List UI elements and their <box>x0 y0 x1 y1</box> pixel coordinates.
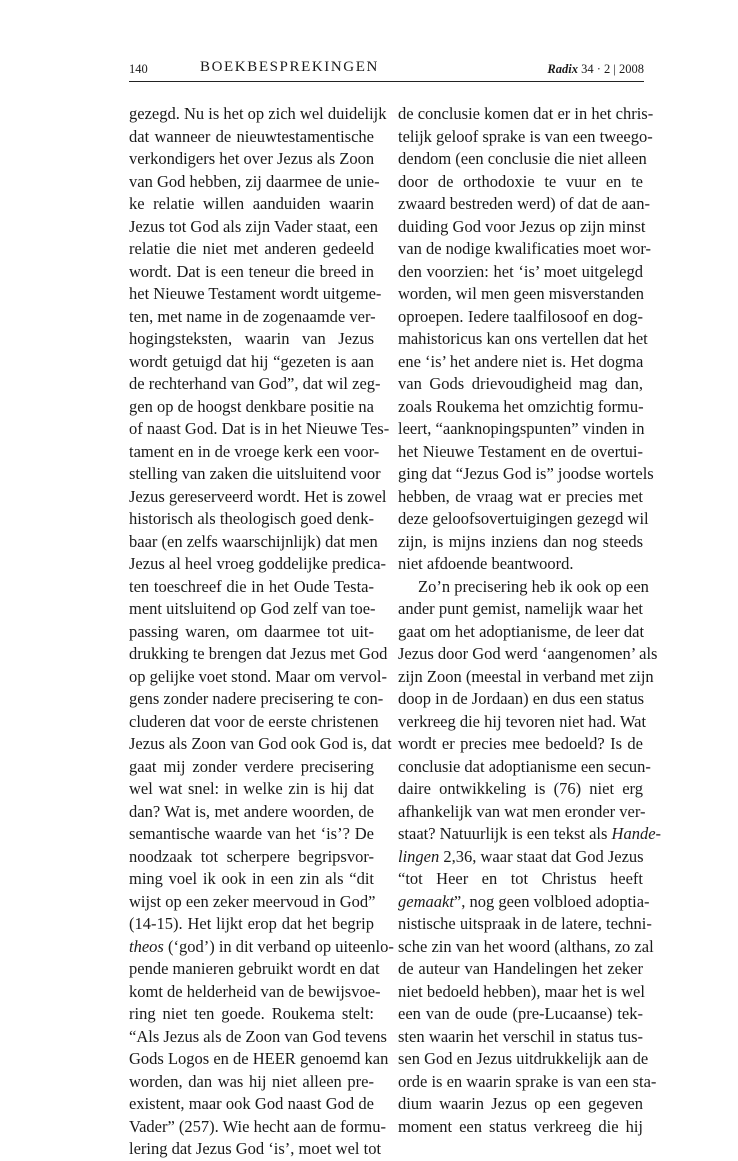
text-line <box>398 441 643 464</box>
text-line <box>129 846 374 869</box>
line-text: sen God en Jezus uitdrukkelijk aan de <box>398 1049 649 1068</box>
text-line <box>129 148 374 171</box>
line-text: Jezus gereserveerd wordt. Het is zowel <box>129 486 387 506</box>
line-text: ment uitsluitend op God zelf van toe- <box>129 599 376 618</box>
text-line <box>398 193 650 216</box>
text-line <box>398 1026 643 1049</box>
line-text: stelling van zaken die uitsluitend voor <box>129 464 381 483</box>
line-text: zijn Zoon (meestal in verband met zijn <box>398 666 654 686</box>
text-line <box>129 261 374 284</box>
line-text: conclusie dat adoptianisme een secun- <box>398 756 651 776</box>
line-text: leert, “aanknopingspunten” vinden in <box>398 419 645 438</box>
line-text: de auteur van Handelingen het zeker <box>398 959 643 978</box>
text-line <box>129 981 381 1004</box>
text-line <box>129 936 394 959</box>
text-line <box>398 733 643 756</box>
line-text: het Nieuwe Testament en de overtui- <box>398 441 643 461</box>
text-line <box>129 238 374 261</box>
line-text: (‘god’) in dit verband op uiteenlo- <box>163 936 394 956</box>
italic-term: gemaakt <box>398 891 454 911</box>
text-line <box>129 441 380 464</box>
text-line <box>398 306 643 329</box>
text-line <box>398 373 643 396</box>
text-line <box>398 576 649 599</box>
line-text: pende manieren gebruikt wordt en dat <box>129 959 380 978</box>
text-line <box>398 711 647 734</box>
line-text: ging dat “Jezus God is” joodse wortels <box>398 464 654 483</box>
line-text: afhankelijk van wat men eronder ver- <box>398 801 646 821</box>
journal-info <box>547 62 644 77</box>
line-text: gaat om het adoptianisme, de leer dat <box>398 621 645 641</box>
text-line <box>398 981 643 1004</box>
text-line <box>129 306 374 329</box>
line-text: (14-15). Het lijkt erop dat het begrip <box>129 914 374 933</box>
text-line <box>129 553 387 576</box>
text-line <box>398 598 643 621</box>
text-line <box>398 261 643 284</box>
text-line <box>129 756 374 779</box>
text-line <box>129 801 374 824</box>
running-header <box>0 0 738 84</box>
text-line <box>398 688 643 711</box>
line-text: wordt er precies mee bedoeld? Is de <box>398 734 643 753</box>
line-text: worden, dan was hij niet alleen pre- <box>129 1071 374 1091</box>
text-line <box>129 643 388 666</box>
text-line <box>398 958 643 981</box>
text-line <box>398 621 643 644</box>
text-line <box>398 351 643 374</box>
line-text: hogingsteksten, waarin van Jezus <box>129 329 374 348</box>
line-text: semantische waarde van het ‘is’? De <box>129 824 374 843</box>
text-line <box>398 1093 643 1116</box>
line-text: tament en in de vroege kerk een voor- <box>129 441 380 461</box>
text-line <box>129 463 381 486</box>
line-text: deze geloofsovertuigingen gezegd wil <box>398 509 649 528</box>
text-line <box>398 508 649 531</box>
text-line <box>129 621 374 644</box>
text-line <box>129 598 374 621</box>
text-line <box>129 283 382 306</box>
line-text: nistische uitspraak in de latere, techni- <box>398 914 652 933</box>
line-text: passing waren, om daarmee tot uit- <box>129 621 374 641</box>
line-text: de rechterhand van God”, dat wil zeg- <box>129 374 381 393</box>
page-number: 140 <box>129 62 148 76</box>
text-line <box>129 126 374 149</box>
italic-term: Hande- <box>611 824 662 843</box>
text-line <box>129 193 374 216</box>
line-text: Vader” (257). Wie hecht aan de formu- <box>129 1116 386 1136</box>
line-text: zijn, is mijns inziens dan nog steeds <box>398 531 643 551</box>
line-text: ten, met name in de zogenaamde ver- <box>129 306 376 326</box>
text-line <box>129 531 378 554</box>
text-line <box>398 531 643 554</box>
line-text: wijst op een zeker meervoud in God” <box>129 891 376 911</box>
text-line <box>129 1003 374 1026</box>
text-line <box>398 103 654 126</box>
line-text: duiding God voor Jezus op zijn minst <box>398 216 646 236</box>
left-text-column <box>129 103 394 1161</box>
line-text: orde is en waarin sprake is van een sta- <box>398 1071 657 1091</box>
text-line <box>129 486 387 509</box>
line-text: wel wat snel: in welke zin is hij dat <box>129 779 374 798</box>
text-line <box>129 823 374 846</box>
line-text: Jezus al heel vroeg goddelijke predica- <box>129 554 387 573</box>
line-text: doop in de Jordaan) en dus een status <box>398 689 645 708</box>
text-line <box>129 778 374 801</box>
text-line <box>398 486 643 509</box>
text-line <box>398 643 658 666</box>
line-text: niet bedoeld hebben), maar het is wel <box>398 981 645 1001</box>
line-text: staat? Natuurlijk is een tekst als <box>398 824 612 843</box>
line-text: van Gods drievoudigheid mag dan, <box>398 374 643 393</box>
line-text: historisch als theologisch goed denk- <box>129 509 374 528</box>
text-line <box>398 238 652 261</box>
line-text: mahistoricus kan ons vertellen dat het <box>398 329 648 348</box>
line-text: de conclusie komen dat er in het chris- <box>398 104 654 123</box>
line-text: gezegd. Nu is het op zich wel duidelijk <box>129 104 387 123</box>
text-line <box>398 778 643 801</box>
text-line <box>398 1048 649 1071</box>
text-line <box>398 396 643 419</box>
line-text: door de orthodoxie te vuur en te <box>398 171 643 191</box>
line-text: ten toeschreef die in het Oude Testa- <box>129 576 374 596</box>
line-text: niet afdoende beantwoord. <box>398 554 574 573</box>
line-text: komt de helderheid van de bewijsvoe- <box>129 981 381 1001</box>
text-line <box>129 351 374 374</box>
line-text: baar (en zelfs waarschijnlijk) dat men <box>129 531 378 551</box>
text-line <box>398 216 646 239</box>
line-text: den voorzien: het ‘is’ moet uitgelegd <box>398 261 643 281</box>
line-text: Jezus als Zoon van God ook God is, dat <box>129 734 392 753</box>
text-line <box>398 418 643 441</box>
line-text: telijk geloof sprake is van een tweego- <box>398 126 653 146</box>
header-rule <box>129 81 644 82</box>
text-line <box>129 1048 389 1071</box>
line-text: ene ‘is’ het andere niet is. Het dogma <box>398 351 644 371</box>
text-line <box>129 913 374 936</box>
line-text: dat wanneer de nieuwtestamentische <box>129 126 374 146</box>
text-line <box>129 733 392 756</box>
text-line <box>129 1116 386 1139</box>
line-text: gaat mij zonder verdere precisering <box>129 756 374 776</box>
line-text: Gods Logos en de HEER genoemd kan <box>129 1049 389 1068</box>
text-line <box>129 576 374 599</box>
text-line <box>398 1116 643 1139</box>
text-line <box>398 553 643 576</box>
journal-name: Radix <box>547 62 578 76</box>
line-text: Jezus door God werd ‘aangenomen’ als <box>398 644 658 663</box>
line-text: zoals Roukema het omzichtig formu- <box>398 396 644 416</box>
line-text: 2,36, waar staat dat God Jezus <box>439 846 644 866</box>
line-text: ring niet ten goede. Roukema stelt: <box>129 1004 374 1023</box>
line-text: Jezus tot God als zijn Vader staat, een <box>129 216 378 236</box>
line-text: Zo’n precisering heb ik ook op een <box>418 576 649 596</box>
text-line <box>129 508 374 531</box>
text-line <box>398 148 647 171</box>
journal-issue: 34 · 2 | 2008 <box>581 62 644 76</box>
italic-term: lingen <box>398 846 440 866</box>
line-text: gen op de hoogst denkbare positie na <box>129 396 374 416</box>
text-line <box>398 868 643 891</box>
text-line <box>398 823 662 846</box>
line-text: sche zin van het woord (althans, zo zal <box>398 936 654 956</box>
text-line <box>398 126 653 149</box>
line-text: verkondigers het over Jezus als Zoon <box>129 149 375 168</box>
line-text: noodzaak tot scherpere begripsvor- <box>129 846 374 866</box>
line-text: van God hebben, zij daarmee de unie- <box>129 171 380 191</box>
line-text: daire ontwikkeling is (76) niet erg <box>398 779 643 798</box>
text-line <box>129 666 387 689</box>
line-text: of naast God. Dat is in het Nieuwe Tes- <box>129 419 390 438</box>
text-line <box>398 846 643 869</box>
text-line <box>129 328 374 351</box>
line-text: dendom (een conclusie die niet alleen <box>398 149 647 168</box>
text-line <box>398 666 654 689</box>
text-line <box>129 958 380 981</box>
right-text-column <box>398 103 662 1138</box>
line-text: een van de oude (pre-Lucaanse) tek- <box>398 1004 643 1023</box>
text-line <box>398 463 654 486</box>
text-line <box>129 103 387 126</box>
italic-term: theos <box>129 936 164 956</box>
line-text: worden, wil men geen misverstanden <box>398 284 645 303</box>
text-line <box>129 688 384 711</box>
text-line <box>129 418 390 441</box>
text-line <box>129 1138 382 1161</box>
line-text: cluderen dat voor de eerste christenen <box>129 711 379 731</box>
section-title: BOEKBESPREKINGEN <box>200 59 379 75</box>
line-text: ming voel ik ook in een zin als “dit <box>129 869 374 888</box>
line-text: dan? Wat is, met andere woorden, de <box>129 801 374 821</box>
text-line <box>129 216 378 239</box>
line-text: op gelijke voet stond. Maar om vervol- <box>129 666 387 686</box>
line-text: sten waarin het verschil in status tus- <box>398 1026 643 1046</box>
text-line <box>398 936 654 959</box>
line-text: wordt. Dat is een teneur die breed in <box>129 261 374 281</box>
line-text: dium waarin Jezus op een gegeven <box>398 1094 643 1113</box>
line-text: verkreeg die hij tevoren niet had. Wat <box>398 711 647 731</box>
line-text: het Nieuwe Testament wordt uitgeme- <box>129 284 382 303</box>
text-line <box>129 396 374 419</box>
text-line <box>398 756 651 779</box>
text-line <box>398 801 646 824</box>
line-text: ”, nog geen volbloed adoptia- <box>453 891 650 911</box>
text-line <box>398 891 650 914</box>
line-text: ander punt gemist, namelijk waar het <box>398 599 643 618</box>
line-text: drukking te brengen dat Jezus met God <box>129 644 388 663</box>
line-text: moment een status verkreeg die hij <box>398 1116 643 1136</box>
text-line <box>129 1093 374 1116</box>
text-line <box>398 1003 643 1026</box>
text-line <box>129 711 379 734</box>
line-text: existent, maar ook God naast God de <box>129 1094 374 1113</box>
text-line <box>129 373 381 396</box>
text-line <box>129 1026 387 1049</box>
text-line <box>129 171 380 194</box>
text-line <box>129 868 374 891</box>
line-text: “Als Jezus als de Zoon van God tevens <box>129 1026 387 1046</box>
text-line <box>398 328 648 351</box>
text-line <box>129 891 374 914</box>
line-text: relatie die niet met anderen gedeeld <box>129 239 374 258</box>
text-line <box>398 1071 657 1094</box>
text-line <box>129 1071 374 1094</box>
line-text: “tot Heer en tot Christus heeft <box>398 869 643 888</box>
line-text: van de nodige kwalificaties moet wor- <box>398 239 652 258</box>
text-line <box>398 913 652 936</box>
line-text: zwaard bestreden werd) of dat de aan- <box>398 194 650 213</box>
line-text: oproepen. Iedere taalfilosoof en dog- <box>398 306 643 326</box>
line-text: hebben, de vraag wat er precies met <box>398 486 643 506</box>
line-text: lering dat Jezus God ‘is’, moet wel tot <box>129 1139 382 1158</box>
line-text: wordt getuigd dat hij “gezeten is aan <box>129 351 374 371</box>
text-line <box>398 283 643 306</box>
text-line <box>398 171 643 194</box>
line-text: gens zonder nadere precisering te con- <box>129 689 384 708</box>
line-text: ke relatie willen aanduiden waarin <box>129 194 374 213</box>
